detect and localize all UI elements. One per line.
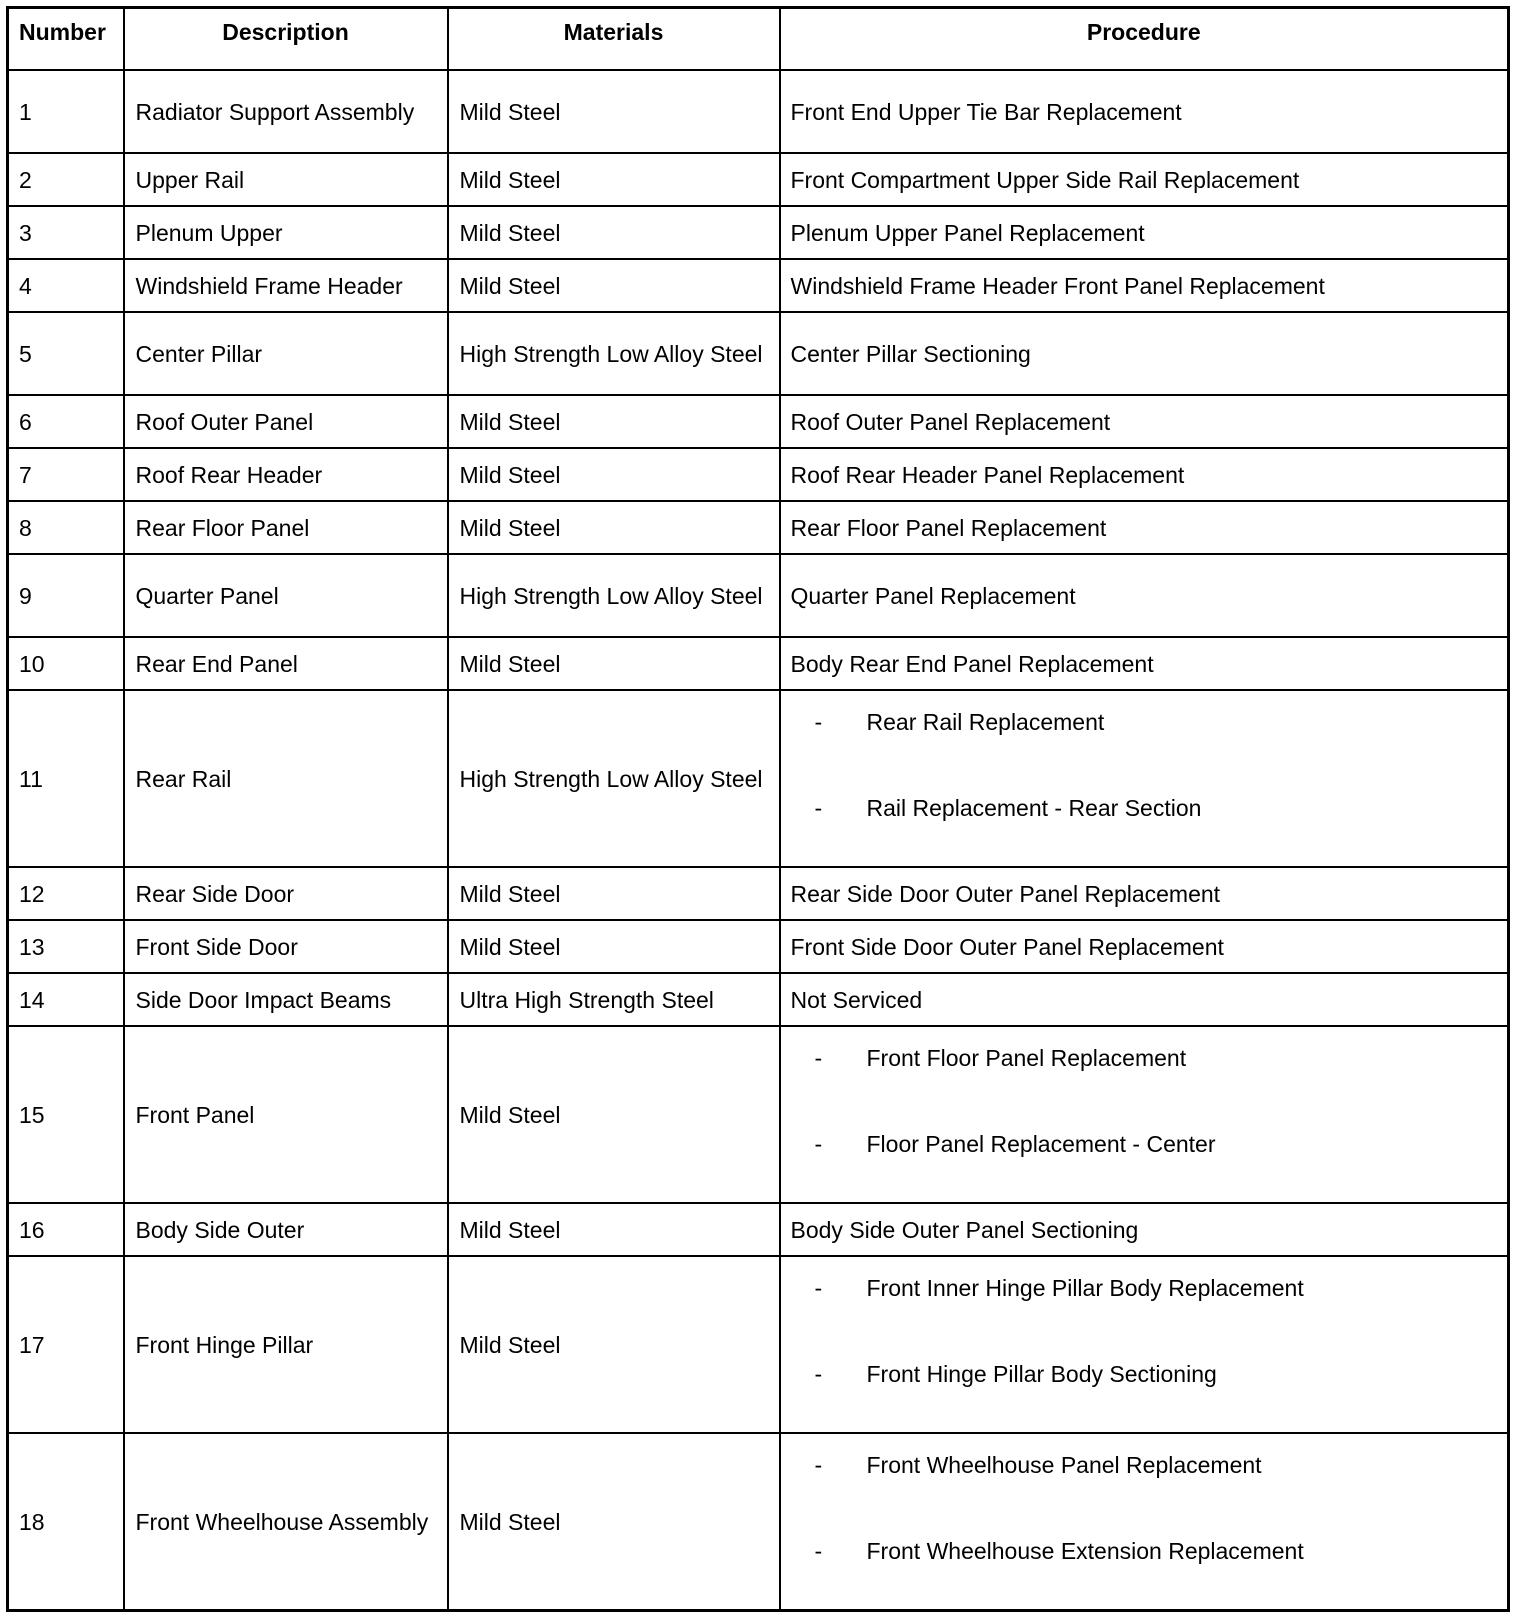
bullet-dash: -: [814, 1361, 823, 1387]
procedure-list: [791, 707, 1498, 823]
table-row: [8, 920, 1509, 973]
bullet-dash: -: [814, 1045, 823, 1071]
procedure-text: Front Wheelhouse Panel Replacement: [866, 1452, 1262, 1478]
materials-cell: Mild Steel: [448, 153, 780, 206]
bullet-dash: -: [814, 795, 823, 821]
column-header-procedure: Procedure: [780, 8, 1509, 71]
procedure-cell: Body Side Outer Panel Sectioning: [780, 1203, 1509, 1256]
materials-cell: High Strength Low Alloy Steel: [448, 690, 780, 867]
table-row: [8, 395, 1509, 448]
materials-cell: High Strength Low Alloy Steel: [448, 312, 780, 395]
procedure-text: Front Inner Hinge Pillar Body Replacement: [866, 1275, 1304, 1301]
column-header-materials: Materials: [448, 8, 780, 71]
procedure-cell: Front Side Door Outer Panel Replacement: [780, 920, 1509, 973]
procedure-cell: Not Serviced: [780, 973, 1509, 1026]
table-row: [8, 501, 1509, 554]
procedure-list-item: [791, 1043, 1498, 1073]
materials-cell: Mild Steel: [448, 920, 780, 973]
procedure-cell: [780, 690, 1509, 867]
table-row: [8, 153, 1509, 206]
description-cell: Quarter Panel: [124, 554, 448, 637]
description-cell: Rear Side Door: [124, 867, 448, 920]
number-cell: 18: [8, 1433, 124, 1611]
materials-cell: High Strength Low Alloy Steel: [448, 554, 780, 637]
procedure-text: Front Floor Panel Replacement: [866, 1045, 1187, 1071]
procedure-list: [791, 1450, 1498, 1566]
description-cell: Roof Outer Panel: [124, 395, 448, 448]
table-row: [8, 259, 1509, 312]
procedure-text: Rail Replacement - Rear Section: [866, 795, 1202, 821]
description-cell: Center Pillar: [124, 312, 448, 395]
number-cell: 9: [8, 554, 124, 637]
materials-cell: Mild Steel: [448, 448, 780, 501]
number-cell: 13: [8, 920, 124, 973]
number-cell: 8: [8, 501, 124, 554]
materials-cell: Mild Steel: [448, 70, 780, 153]
table-row: [8, 867, 1509, 920]
materials-cell: Mild Steel: [448, 1203, 780, 1256]
procedure-cell: Plenum Upper Panel Replacement: [780, 206, 1509, 259]
materials-cell: Mild Steel: [448, 1256, 780, 1433]
description-cell: Windshield Frame Header: [124, 259, 448, 312]
procedure-cell: Rear Side Door Outer Panel Replacement: [780, 867, 1509, 920]
procedure-list-item: [791, 1129, 1498, 1159]
table-row: [8, 448, 1509, 501]
number-cell: 5: [8, 312, 124, 395]
procedure-text: Rear Rail Replacement: [866, 709, 1105, 735]
procedure-text: Front Wheelhouse Extension Replacement: [866, 1538, 1304, 1564]
bullet-dash: -: [814, 1452, 823, 1478]
table-row: [8, 1026, 1509, 1203]
table-row: [8, 1433, 1509, 1611]
procedure-cell: Front End Upper Tie Bar Replacement: [780, 70, 1509, 153]
procedure-list-item: [791, 793, 1498, 823]
description-cell: Rear Rail: [124, 690, 448, 867]
procedures-table: [6, 6, 1510, 1612]
table-row: [8, 554, 1509, 637]
table-row: [8, 206, 1509, 259]
table-row: [8, 70, 1509, 153]
bullet-dash: -: [814, 709, 823, 735]
number-cell: 15: [8, 1026, 124, 1203]
procedure-list: [791, 1043, 1498, 1159]
number-cell: 1: [8, 70, 124, 153]
procedure-cell: Center Pillar Sectioning: [780, 312, 1509, 395]
materials-cell: Mild Steel: [448, 206, 780, 259]
table-body: [8, 70, 1509, 1611]
number-cell: 2: [8, 153, 124, 206]
procedure-cell: Front Compartment Upper Side Rail Replacement: [780, 153, 1509, 206]
column-header-description: Description: [124, 8, 448, 71]
procedure-list-item: [791, 1359, 1498, 1389]
materials-cell: Mild Steel: [448, 1026, 780, 1203]
procedure-list: [791, 1273, 1498, 1389]
number-cell: 14: [8, 973, 124, 1026]
procedure-text: Floor Panel Replacement - Center: [866, 1131, 1216, 1157]
materials-cell: Mild Steel: [448, 395, 780, 448]
description-cell: Radiator Support Assembly: [124, 70, 448, 153]
table-row: [8, 637, 1509, 690]
table-row: [8, 1203, 1509, 1256]
procedure-cell: Rear Floor Panel Replacement: [780, 501, 1509, 554]
description-cell: Front Side Door: [124, 920, 448, 973]
number-cell: 16: [8, 1203, 124, 1256]
number-cell: 6: [8, 395, 124, 448]
number-cell: 10: [8, 637, 124, 690]
number-cell: 11: [8, 690, 124, 867]
number-cell: 3: [8, 206, 124, 259]
procedure-cell: [780, 1256, 1509, 1433]
table-row: [8, 973, 1509, 1026]
procedure-list-item: [791, 707, 1498, 737]
description-cell: Side Door Impact Beams: [124, 973, 448, 1026]
materials-cell: Mild Steel: [448, 1433, 780, 1611]
bullet-dash: -: [814, 1538, 823, 1564]
table-row: [8, 1256, 1509, 1433]
materials-cell: Mild Steel: [448, 501, 780, 554]
number-cell: 7: [8, 448, 124, 501]
description-cell: Rear Floor Panel: [124, 501, 448, 554]
column-header-number: Number: [8, 8, 124, 71]
header-row: [8, 8, 1509, 71]
description-cell: Front Wheelhouse Assembly: [124, 1433, 448, 1611]
materials-cell: Mild Steel: [448, 867, 780, 920]
procedure-cell: Roof Rear Header Panel Replacement: [780, 448, 1509, 501]
number-cell: 17: [8, 1256, 124, 1433]
number-cell: 12: [8, 867, 124, 920]
procedure-cell: Roof Outer Panel Replacement: [780, 395, 1509, 448]
procedure-list-item: [791, 1536, 1498, 1566]
procedure-cell: Body Rear End Panel Replacement: [780, 637, 1509, 690]
description-cell: Upper Rail: [124, 153, 448, 206]
description-cell: Rear End Panel: [124, 637, 448, 690]
procedure-cell: Windshield Frame Header Front Panel Replacement: [780, 259, 1509, 312]
materials-cell: Mild Steel: [448, 637, 780, 690]
number-cell: 4: [8, 259, 124, 312]
materials-cell: Ultra High Strength Steel: [448, 973, 780, 1026]
bullet-dash: -: [814, 1131, 823, 1157]
description-cell: Plenum Upper: [124, 206, 448, 259]
procedure-cell: [780, 1433, 1509, 1611]
materials-cell: Mild Steel: [448, 259, 780, 312]
table-row: [8, 312, 1509, 395]
procedure-list-item: [791, 1450, 1498, 1480]
bullet-dash: -: [814, 1275, 823, 1301]
description-cell: Roof Rear Header: [124, 448, 448, 501]
procedure-cell: Quarter Panel Replacement: [780, 554, 1509, 637]
table-row: [8, 690, 1509, 867]
description-cell: Body Side Outer: [124, 1203, 448, 1256]
description-cell: Front Panel: [124, 1026, 448, 1203]
description-cell: Front Hinge Pillar: [124, 1256, 448, 1433]
procedure-list-item: [791, 1273, 1498, 1303]
procedure-cell: [780, 1026, 1509, 1203]
procedure-text: Front Hinge Pillar Body Sectioning: [866, 1361, 1217, 1387]
